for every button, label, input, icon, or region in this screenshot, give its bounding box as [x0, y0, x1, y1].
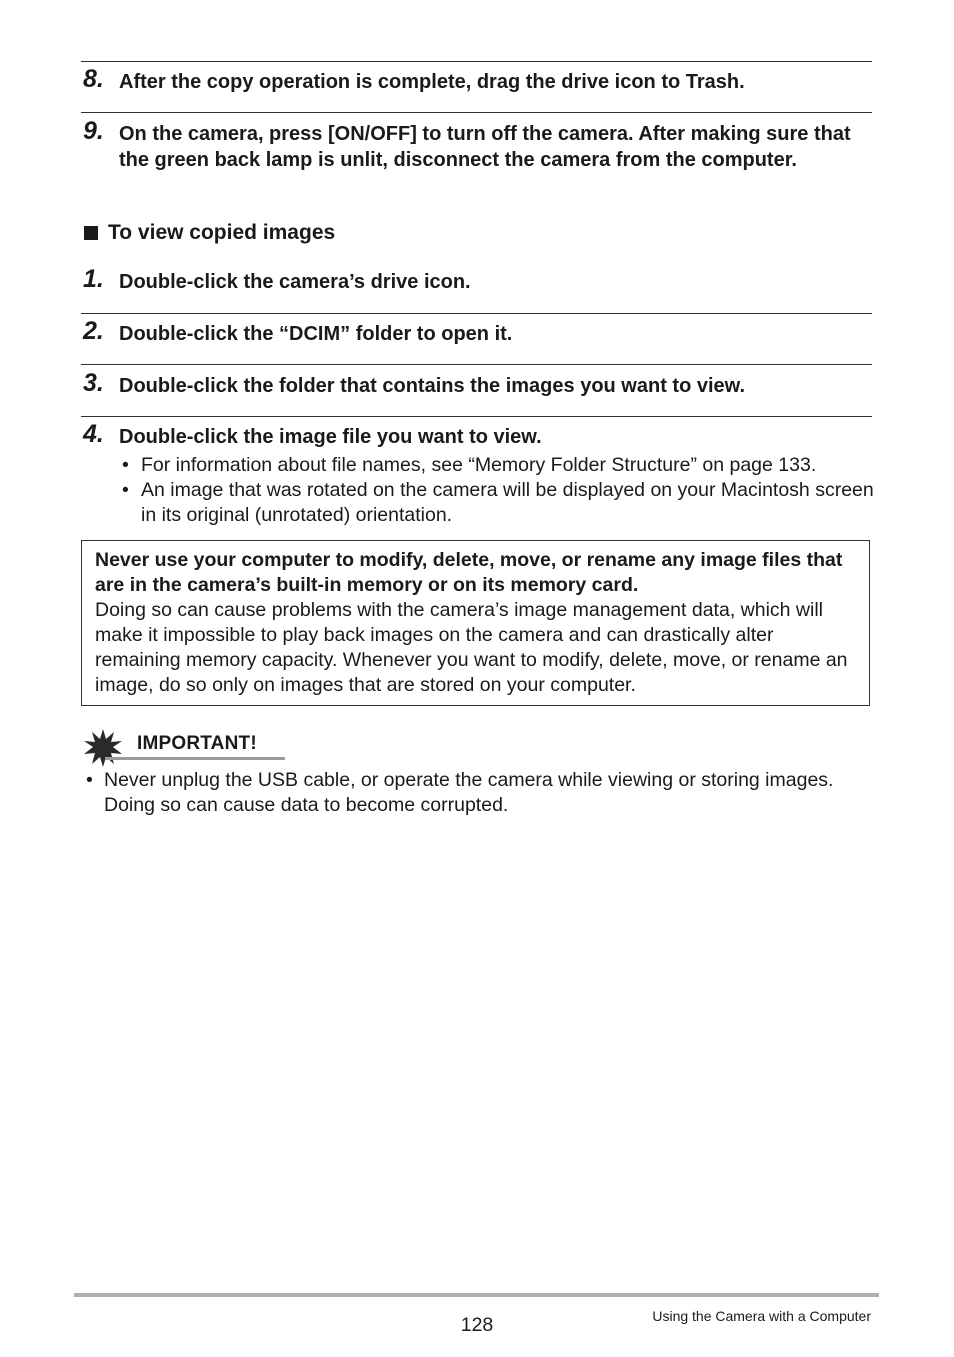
- step-text: Double-click the camera’s drive icon.: [119, 271, 471, 293]
- divider: [81, 313, 872, 314]
- step-text: Double-click the “DCIM” folder to open it.: [119, 323, 513, 345]
- step-text: Double-click the folder that contains the images you want to view.: [119, 375, 746, 397]
- bullet-text: Never unplug the USB cable, or operate the camera while viewing or storing images. Doing so can cause data to become corrupted.: [104, 769, 834, 816]
- square-bullet-icon: [84, 226, 98, 240]
- step-number: 3.: [83, 369, 104, 397]
- step-text: Double-click the image file you want to view.: [119, 426, 542, 448]
- important-list-item: [84, 768, 864, 818]
- step-number: 9.: [83, 117, 104, 145]
- step-4-bullets: [120, 453, 880, 528]
- list-item: [120, 478, 880, 528]
- page-number: 128: [460, 1314, 494, 1336]
- section-title: To view copied images: [108, 221, 336, 244]
- step-number: 1.: [83, 265, 104, 293]
- step-text: On the camera, press [ON/OFF] to turn off the camera. After making sure that the green back lamp is unlit, disconnect the camera from the computer.: [119, 123, 851, 171]
- bullet-text: An image that was rotated on the camera will be displayed on your Macintosh screen in its original (unrotated) orientation.: [141, 479, 874, 526]
- section-heading: [84, 220, 335, 246]
- divider: [81, 364, 872, 365]
- bullet-dot: •: [122, 479, 129, 501]
- bullet-dot: •: [122, 454, 129, 476]
- list-item: [120, 453, 880, 478]
- footer-section-title: Using the Camera with a Computer: [652, 1308, 871, 1324]
- starburst-icon: [83, 728, 123, 768]
- important-underline: [105, 757, 285, 760]
- bullet-text: For information about file names, see “Memory Folder Structure” on page 133.: [141, 454, 817, 476]
- footer-rule: [74, 1293, 879, 1297]
- divider: [81, 112, 872, 113]
- warning-note-box: [81, 540, 870, 706]
- important-label: IMPORTANT!: [137, 733, 257, 754]
- step-number: 4.: [83, 420, 104, 448]
- divider: [81, 61, 872, 62]
- step-number: 8.: [83, 65, 104, 93]
- note-body: Doing so can cause problems with the camera’s image management data, which will make it impossible to play back images on the camera and can drastically alter remaining memory capacity. Whenever you want to modify, delete, move, or rename an image, do so only on images that are stored on your computer.: [95, 599, 848, 696]
- step-number: 2.: [83, 317, 104, 345]
- step-text: After the copy operation is complete, drag the drive icon to Trash.: [119, 71, 745, 93]
- divider: [81, 416, 872, 417]
- important-header: [83, 728, 285, 760]
- bullet-dot: •: [86, 769, 93, 791]
- note-heading: Never use your computer to modify, delete, move, or rename any image files that are in the camera’s built-in memory or on its memory card.: [95, 549, 843, 596]
